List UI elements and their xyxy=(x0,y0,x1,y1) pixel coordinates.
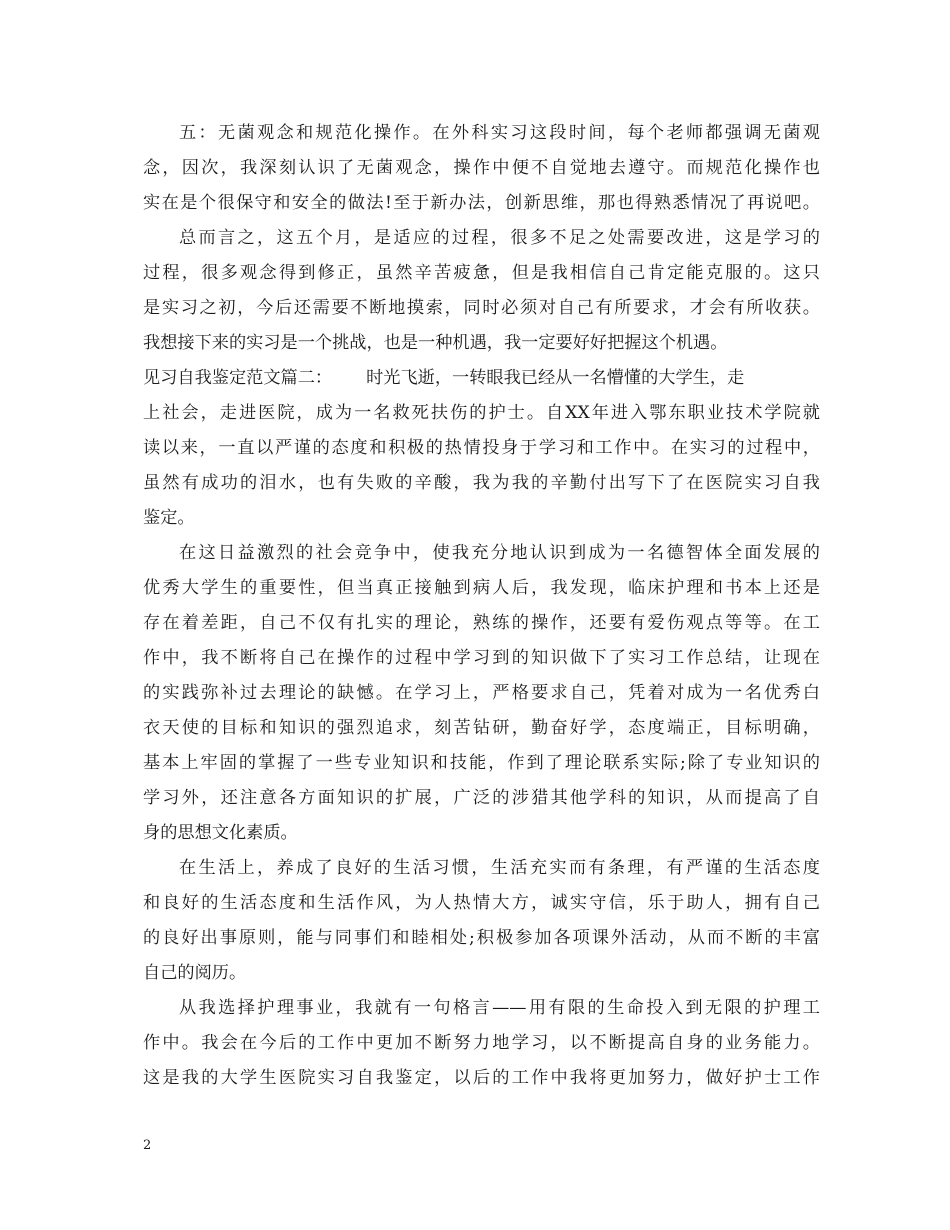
paragraph-line: 上社会，走进医院，成为一名救死扶伤的护士。自XX年进入鄂东职业技术学院就 xyxy=(143,403,820,423)
paragraph-line: 基本上牢固的掌握了一些专业知识和技能，作到了理论联系实际;除了专业知识的 xyxy=(143,753,820,773)
paragraph-line: 作中，我不断将自己在操作的过程中学习到的知识做下了实习工作总结，让现在 xyxy=(143,648,820,668)
paragraph-line: 在生活上，养成了良好的生活习惯，生活充实而有条理，有严谨的生活态度 xyxy=(179,858,820,878)
paragraph-line: 衣天使的目标和知识的强烈追求，刻苦钻研，勤奋好学，态度端正，目标明确， xyxy=(143,718,820,738)
paragraph-line: 的实践弥补过去理论的缺憾。在学习上，严格要求自己，凭着对成为一名优秀白 xyxy=(143,683,820,703)
paragraph-line: 的良好出事原则，能与同事们和睦相处;积极参加各项课外活动，从而不断的丰富 xyxy=(143,928,820,948)
section-heading-line xyxy=(143,366,744,390)
paragraph-line: 从我选择护理事业，我就有一句格言——用有限的生命投入到无限的护理工 xyxy=(179,998,820,1018)
paragraph-line: 身的思想文化素质。 xyxy=(143,823,298,843)
paragraph-line: 总而言之，这五个月，是适应的过程，很多不足之处需要改进，这是学习的 xyxy=(179,228,820,248)
paragraph-line: 实在是个很保守和安全的做法!至于新办法，创新思维，那也得熟悉情况了再说吧。 xyxy=(143,193,820,213)
paragraph-line: 在这日益激烈的社会竞争中，使我充分地认识到成为一名德智体全面发展的 xyxy=(179,543,820,563)
paragraph-line: 时光飞逝，一转眼我已经从一名懵懂的大学生，走 xyxy=(366,368,745,388)
section-heading: 见习自我鉴定范文篇二： xyxy=(143,368,333,388)
paragraph-line: 鉴定。 xyxy=(143,508,195,528)
paragraph-line: 念，因次，我深刻认识了无菌观念，操作中便不自觉地去遵守。而规范化操作也 xyxy=(143,158,820,178)
paragraph-line: 五：无菌观念和规范化操作。在外科实习这段时间，每个老师都强调无菌观 xyxy=(179,123,820,143)
paragraph-line: 是实习之初，今后还需要不断地摸索，同时必须对自己有所要求，才会有所收获。 xyxy=(143,298,820,318)
paragraph-line: 优秀大学生的重要性，但当真正接触到病人后，我发现，临床护理和书本上还是 xyxy=(143,578,820,598)
paragraph-line: 和良好的生活态度和生活作风，为人热情大方，诚实守信，乐于助人，拥有自己 xyxy=(143,893,820,913)
paragraph-line: 读以来，一直以严谨的态度和积极的热情投身于学习和工作中。在实习的过程中， xyxy=(143,438,820,458)
paragraph-line: 我想接下来的实习是一个挑战，也是一种机遇，我一定要好好把握这个机遇。 xyxy=(143,333,728,353)
paragraph-line: 过程，很多观念得到修正，虽然辛苦疲惫，但是我相信自己肯定能克服的。这只 xyxy=(143,263,820,283)
paragraph-line: 作中。我会在今后的工作中更加不断努力地学习，以不断提高自身的业务能力。 xyxy=(143,1033,820,1053)
page-number: 2 xyxy=(143,1138,152,1153)
paragraph-line: 这是我的大学生医院实习自我鉴定，以后的工作中我将更加努力，做好护士工作 xyxy=(143,1068,820,1088)
paragraph-line: 存在着差距，自己不仅有扎实的理论，熟练的操作，还要有爱伤观点等等。在工 xyxy=(143,613,820,633)
paragraph-line: 学习外，还注意各方面知识的扩展，广泛的涉猎其他学科的知识，从而提高了自 xyxy=(143,788,820,808)
paragraph-line: 自己的阅历。 xyxy=(143,963,247,983)
paragraph-line: 虽然有成功的泪水，也有失败的辛酸，我为我的辛勤付出写下了在医院实习自我 xyxy=(143,473,820,493)
